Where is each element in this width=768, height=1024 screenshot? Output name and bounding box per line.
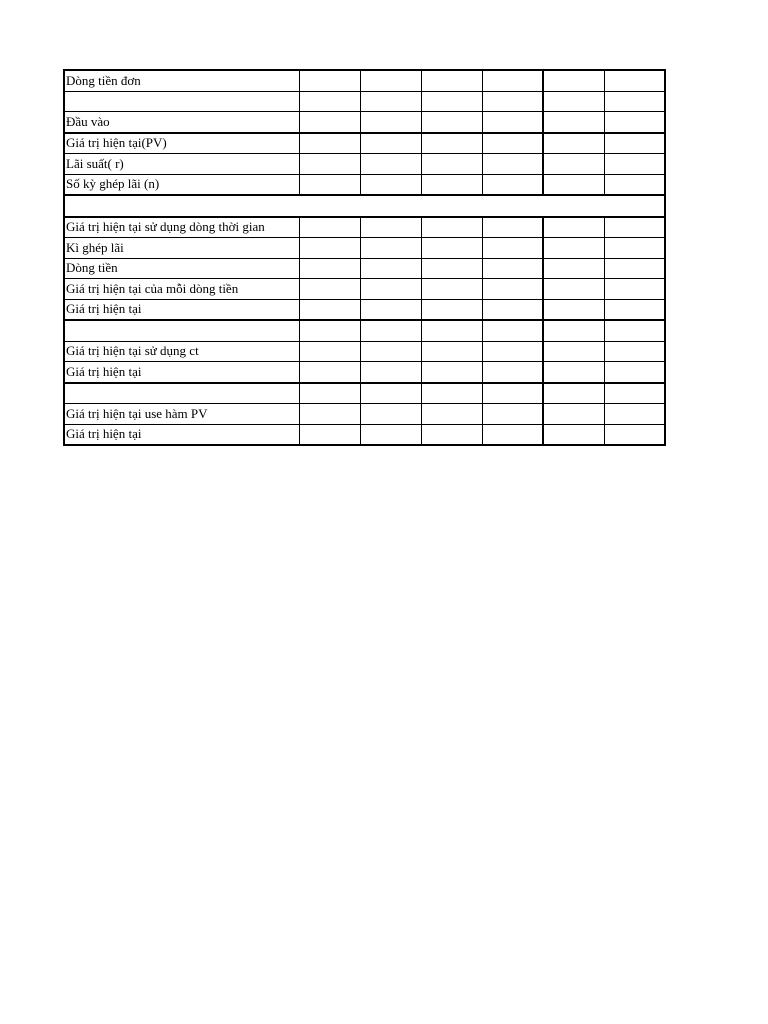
row-label-cell[interactable]: Giá trị hiện tại — [64, 362, 299, 383]
table-row — [64, 154, 665, 175]
data-cell[interactable] — [543, 383, 604, 404]
data-cell[interactable] — [482, 217, 543, 238]
data-cell[interactable] — [299, 362, 360, 383]
row-label-cell[interactable] — [64, 91, 299, 112]
data-cell[interactable] — [604, 362, 665, 383]
data-cell[interactable] — [299, 279, 360, 300]
data-cell[interactable] — [299, 341, 360, 362]
data-cell[interactable] — [482, 320, 543, 341]
data-cell[interactable] — [421, 279, 482, 300]
data-cell[interactable] — [543, 362, 604, 383]
data-cell[interactable] — [299, 320, 360, 341]
row-label-cell[interactable]: Số kỳ ghép lãi (n) — [64, 174, 299, 195]
data-cell[interactable] — [421, 362, 482, 383]
spreadsheet-table — [63, 69, 666, 446]
data-cell[interactable] — [482, 362, 543, 383]
separator-cell[interactable] — [64, 195, 665, 217]
data-cell[interactable] — [543, 258, 604, 279]
data-cell[interactable] — [421, 217, 482, 238]
table-row — [64, 258, 665, 279]
data-cell[interactable] — [360, 320, 421, 341]
row-label-cell[interactable]: Kì ghép lãi — [64, 238, 299, 259]
data-cell[interactable] — [604, 279, 665, 300]
data-cell[interactable] — [421, 91, 482, 112]
table-row — [64, 174, 665, 195]
row-label-cell[interactable]: Giá trị hiện tại sử dụng dòng thời gian — [64, 217, 299, 238]
table-row — [64, 299, 665, 320]
data-cell[interactable] — [604, 174, 665, 195]
table-row — [64, 195, 665, 217]
data-cell[interactable] — [543, 217, 604, 238]
data-cell[interactable] — [299, 70, 360, 91]
data-cell[interactable] — [421, 154, 482, 175]
data-cell[interactable] — [421, 238, 482, 259]
row-label-cell[interactable]: Đầu vào — [64, 112, 299, 133]
data-cell[interactable] — [482, 383, 543, 404]
data-cell[interactable] — [543, 341, 604, 362]
row-label-cell[interactable]: Dòng tiền đơn — [64, 70, 299, 91]
data-cell[interactable] — [604, 299, 665, 320]
data-cell[interactable] — [543, 70, 604, 91]
data-cell[interactable] — [604, 341, 665, 362]
data-cell[interactable] — [360, 174, 421, 195]
row-label-cell[interactable] — [64, 320, 299, 341]
data-cell[interactable] — [543, 279, 604, 300]
data-cell[interactable] — [299, 404, 360, 425]
data-cell[interactable] — [604, 258, 665, 279]
data-cell[interactable] — [299, 112, 360, 133]
data-cell[interactable] — [360, 91, 421, 112]
row-label-cell[interactable]: Giá trị hiện tại — [64, 424, 299, 445]
data-cell[interactable] — [482, 299, 543, 320]
data-cell[interactable] — [482, 258, 543, 279]
table-row — [64, 133, 665, 154]
data-cell[interactable] — [604, 91, 665, 112]
row-label-cell[interactable]: Giá trị hiện tại của mỗi dòng tiền — [64, 279, 299, 300]
data-cell[interactable] — [604, 238, 665, 259]
table-row — [64, 70, 665, 91]
data-cell[interactable] — [360, 70, 421, 91]
data-cell[interactable] — [604, 217, 665, 238]
data-cell[interactable] — [482, 154, 543, 175]
data-cell[interactable] — [421, 258, 482, 279]
data-cell[interactable] — [299, 154, 360, 175]
data-cell[interactable] — [421, 383, 482, 404]
data-cell[interactable] — [360, 112, 421, 133]
data-cell[interactable] — [543, 133, 604, 154]
data-cell[interactable] — [543, 154, 604, 175]
data-cell[interactable] — [543, 238, 604, 259]
row-label-cell[interactable]: Giá trị hiện tại sử dụng ct — [64, 341, 299, 362]
table-row — [64, 238, 665, 259]
table-row — [64, 91, 665, 112]
table-row — [64, 279, 665, 300]
data-cell[interactable] — [482, 91, 543, 112]
data-cell[interactable] — [360, 341, 421, 362]
data-cell[interactable] — [421, 320, 482, 341]
data-cell[interactable] — [604, 70, 665, 91]
data-cell[interactable] — [482, 279, 543, 300]
data-cell[interactable] — [604, 320, 665, 341]
data-cell[interactable] — [299, 383, 360, 404]
data-cell[interactable] — [360, 404, 421, 425]
data-cell[interactable] — [299, 299, 360, 320]
data-cell[interactable] — [421, 424, 482, 445]
data-cell[interactable] — [299, 217, 360, 238]
data-cell[interactable] — [543, 424, 604, 445]
data-cell[interactable] — [482, 341, 543, 362]
data-cell[interactable] — [360, 133, 421, 154]
row-label-cell[interactable]: Giá trị hiện tại(PV) — [64, 133, 299, 154]
table-row — [64, 362, 665, 383]
data-cell[interactable] — [604, 154, 665, 175]
data-cell[interactable] — [543, 174, 604, 195]
table-row — [64, 320, 665, 341]
data-cell[interactable] — [299, 91, 360, 112]
data-cell[interactable] — [360, 424, 421, 445]
data-cell[interactable] — [360, 383, 421, 404]
data-cell[interactable] — [482, 424, 543, 445]
data-cell[interactable] — [360, 258, 421, 279]
data-cell[interactable] — [421, 133, 482, 154]
data-cell[interactable] — [543, 320, 604, 341]
row-label-cell[interactable] — [64, 383, 299, 404]
data-cell[interactable] — [299, 174, 360, 195]
table-row — [64, 217, 665, 238]
data-cell[interactable] — [360, 238, 421, 259]
data-cell[interactable] — [482, 133, 543, 154]
data-cell[interactable] — [299, 258, 360, 279]
data-cell[interactable] — [360, 154, 421, 175]
data-cell[interactable] — [482, 112, 543, 133]
table-row — [64, 424, 665, 445]
data-cell[interactable] — [543, 404, 604, 425]
data-cell[interactable] — [482, 70, 543, 91]
table-row — [64, 383, 665, 404]
data-cell[interactable] — [421, 174, 482, 195]
data-cell[interactable] — [299, 133, 360, 154]
data-cell[interactable] — [604, 383, 665, 404]
data-cell[interactable] — [421, 299, 482, 320]
data-cell[interactable] — [421, 404, 482, 425]
row-label-cell[interactable]: Giá trị hiện tại — [64, 299, 299, 320]
spreadsheet-body — [64, 70, 665, 445]
data-cell[interactable] — [421, 112, 482, 133]
data-cell[interactable] — [604, 404, 665, 425]
data-cell[interactable] — [604, 133, 665, 154]
data-cell[interactable] — [360, 279, 421, 300]
data-cell[interactable] — [482, 174, 543, 195]
data-cell[interactable] — [360, 217, 421, 238]
data-cell[interactable] — [543, 299, 604, 320]
data-cell[interactable] — [421, 341, 482, 362]
data-cell[interactable] — [421, 70, 482, 91]
data-cell[interactable] — [482, 238, 543, 259]
data-cell[interactable] — [543, 91, 604, 112]
data-cell[interactable] — [360, 362, 421, 383]
data-cell[interactable] — [604, 424, 665, 445]
data-cell[interactable] — [299, 424, 360, 445]
data-cell[interactable] — [299, 238, 360, 259]
row-label-cell[interactable]: Giá trị hiện tại use hàm PV — [64, 404, 299, 425]
data-cell[interactable] — [604, 112, 665, 133]
data-cell[interactable] — [543, 112, 604, 133]
row-label-cell[interactable]: Dòng tiền — [64, 258, 299, 279]
table-row — [64, 404, 665, 425]
table-row — [64, 341, 665, 362]
data-cell[interactable] — [360, 299, 421, 320]
table-row — [64, 112, 665, 133]
row-label-cell[interactable]: Lãi suất( r) — [64, 154, 299, 175]
data-cell[interactable] — [482, 404, 543, 425]
